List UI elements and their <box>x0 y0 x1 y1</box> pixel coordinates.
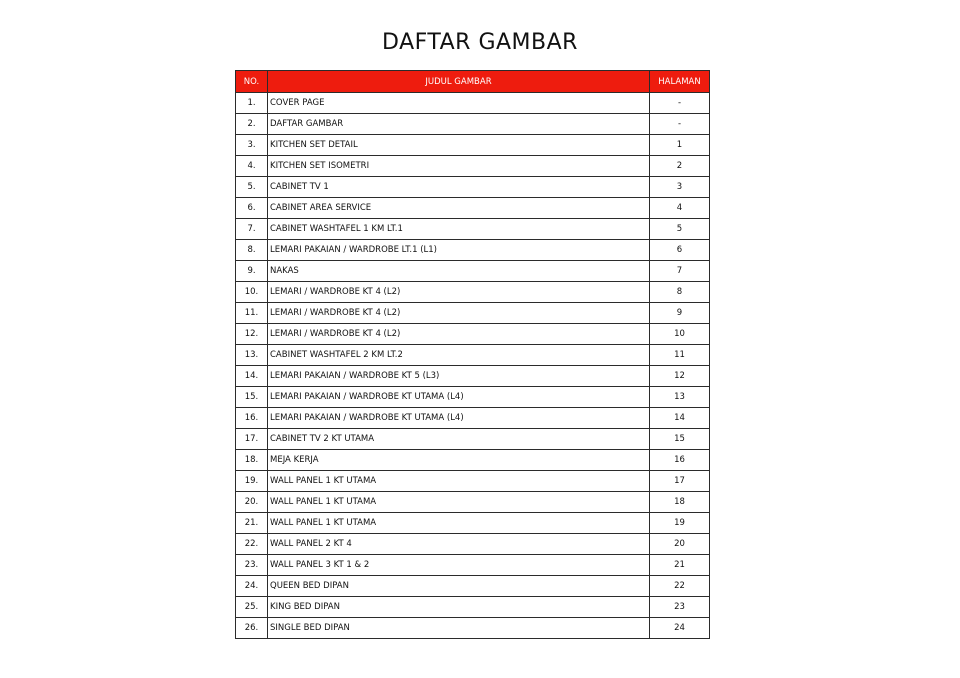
table-row <box>236 303 710 324</box>
table-row <box>236 198 710 219</box>
table-row <box>236 471 710 492</box>
drawing-title: KITCHEN SET ISOMETRI <box>268 156 650 177</box>
row-number: 8. <box>236 240 268 261</box>
drawing-title: QUEEN BED DIPAN <box>268 576 650 597</box>
drawing-title: COVER PAGE <box>268 93 650 114</box>
page-number: - <box>650 114 710 135</box>
row-number: 20. <box>236 492 268 513</box>
row-number: 11. <box>236 303 268 324</box>
page-number: - <box>650 93 710 114</box>
row-number: 2. <box>236 114 268 135</box>
drawing-title: LEMARI / WARDROBE KT 4 (L2) <box>268 303 650 324</box>
row-number: 9. <box>236 261 268 282</box>
page-number: 19 <box>650 513 710 534</box>
drawing-title: NAKAS <box>268 261 650 282</box>
page-number: 10 <box>650 324 710 345</box>
page-number: 9 <box>650 303 710 324</box>
row-number: 4. <box>236 156 268 177</box>
page-number: 2 <box>650 156 710 177</box>
page-number: 20 <box>650 534 710 555</box>
table-row <box>236 219 710 240</box>
page-number: 14 <box>650 408 710 429</box>
table-row <box>236 282 710 303</box>
table-body <box>236 93 710 639</box>
page-number: 22 <box>650 576 710 597</box>
row-number: 26. <box>236 618 268 639</box>
drawing-title: WALL PANEL 1 KT UTAMA <box>268 513 650 534</box>
drawing-title: MEJA KERJA <box>268 450 650 471</box>
drawing-title: LEMARI PAKAIAN / WARDROBE KT 5 (L3) <box>268 366 650 387</box>
table-header-row <box>236 71 710 93</box>
row-number: 23. <box>236 555 268 576</box>
drawing-title: LEMARI / WARDROBE KT 4 (L2) <box>268 282 650 303</box>
table-row <box>236 324 710 345</box>
page-number: 11 <box>650 345 710 366</box>
page-number: 16 <box>650 450 710 471</box>
drawing-title: DAFTAR GAMBAR <box>268 114 650 135</box>
drawing-title: WALL PANEL 3 KT 1 & 2 <box>268 555 650 576</box>
table-row <box>236 597 710 618</box>
table-row <box>236 513 710 534</box>
table-row <box>236 156 710 177</box>
drawing-title: LEMARI PAKAIAN / WARDROBE KT UTAMA (L4) <box>268 408 650 429</box>
table-row <box>236 135 710 156</box>
row-number: 12. <box>236 324 268 345</box>
page-number: 7 <box>650 261 710 282</box>
page-number: 21 <box>650 555 710 576</box>
table-row <box>236 261 710 282</box>
page-number: 5 <box>650 219 710 240</box>
table-row <box>236 429 710 450</box>
page-number: 4 <box>650 198 710 219</box>
table-row <box>236 555 710 576</box>
row-number: 10. <box>236 282 268 303</box>
row-number: 15. <box>236 387 268 408</box>
table-row <box>236 408 710 429</box>
row-number: 22. <box>236 534 268 555</box>
table-row <box>236 450 710 471</box>
drawing-title: CABINET TV 1 <box>268 177 650 198</box>
table-row <box>236 534 710 555</box>
row-number: 5. <box>236 177 268 198</box>
page-number: 15 <box>650 429 710 450</box>
row-number: 24. <box>236 576 268 597</box>
page-number: 6 <box>650 240 710 261</box>
table-row <box>236 387 710 408</box>
page-number: 12 <box>650 366 710 387</box>
drawing-title: CABINET TV 2 KT UTAMA <box>268 429 650 450</box>
page-number: 13 <box>650 387 710 408</box>
drawing-title: LEMARI / WARDROBE KT 4 (L2) <box>268 324 650 345</box>
drawing-title: KITCHEN SET DETAIL <box>268 135 650 156</box>
row-number: 19. <box>236 471 268 492</box>
table-row <box>236 177 710 198</box>
drawing-list-table <box>235 70 710 639</box>
drawing-title: SINGLE BED DIPAN <box>268 618 650 639</box>
table-row <box>236 345 710 366</box>
table-row <box>236 618 710 639</box>
page-number: 8 <box>650 282 710 303</box>
table-row <box>236 240 710 261</box>
row-number: 14. <box>236 366 268 387</box>
table-row <box>236 576 710 597</box>
row-number: 3. <box>236 135 268 156</box>
row-number: 13. <box>236 345 268 366</box>
row-number: 17. <box>236 429 268 450</box>
row-number: 6. <box>236 198 268 219</box>
column-header-page: HALAMAN <box>650 71 710 93</box>
drawing-title: LEMARI PAKAIAN / WARDROBE KT UTAMA (L4) <box>268 387 650 408</box>
drawing-title: CABINET WASHTAFEL 1 KM LT.1 <box>268 219 650 240</box>
row-number: 7. <box>236 219 268 240</box>
table-row <box>236 93 710 114</box>
drawing-title: WALL PANEL 1 KT UTAMA <box>268 471 650 492</box>
row-number: 16. <box>236 408 268 429</box>
page-number: 23 <box>650 597 710 618</box>
table-row <box>236 492 710 513</box>
table-row <box>236 114 710 135</box>
row-number: 18. <box>236 450 268 471</box>
table-header <box>236 71 710 93</box>
row-number: 25. <box>236 597 268 618</box>
page-number: 18 <box>650 492 710 513</box>
drawing-title: WALL PANEL 2 KT 4 <box>268 534 650 555</box>
page-title: DAFTAR GAMBAR <box>382 30 578 55</box>
drawing-title: LEMARI PAKAIAN / WARDROBE LT.1 (L1) <box>268 240 650 261</box>
column-header-title: JUDUL GAMBAR <box>268 71 650 93</box>
drawing-title: CABINET WASHTAFEL 2 KM LT.2 <box>268 345 650 366</box>
row-number: 1. <box>236 93 268 114</box>
table-row <box>236 366 710 387</box>
page-number: 1 <box>650 135 710 156</box>
column-header-no: NO. <box>236 71 268 93</box>
drawing-title: CABINET AREA SERVICE <box>268 198 650 219</box>
drawing-title: WALL PANEL 1 KT UTAMA <box>268 492 650 513</box>
row-number: 21. <box>236 513 268 534</box>
page-number: 3 <box>650 177 710 198</box>
drawing-title: KING BED DIPAN <box>268 597 650 618</box>
page-number: 17 <box>650 471 710 492</box>
page-number: 24 <box>650 618 710 639</box>
